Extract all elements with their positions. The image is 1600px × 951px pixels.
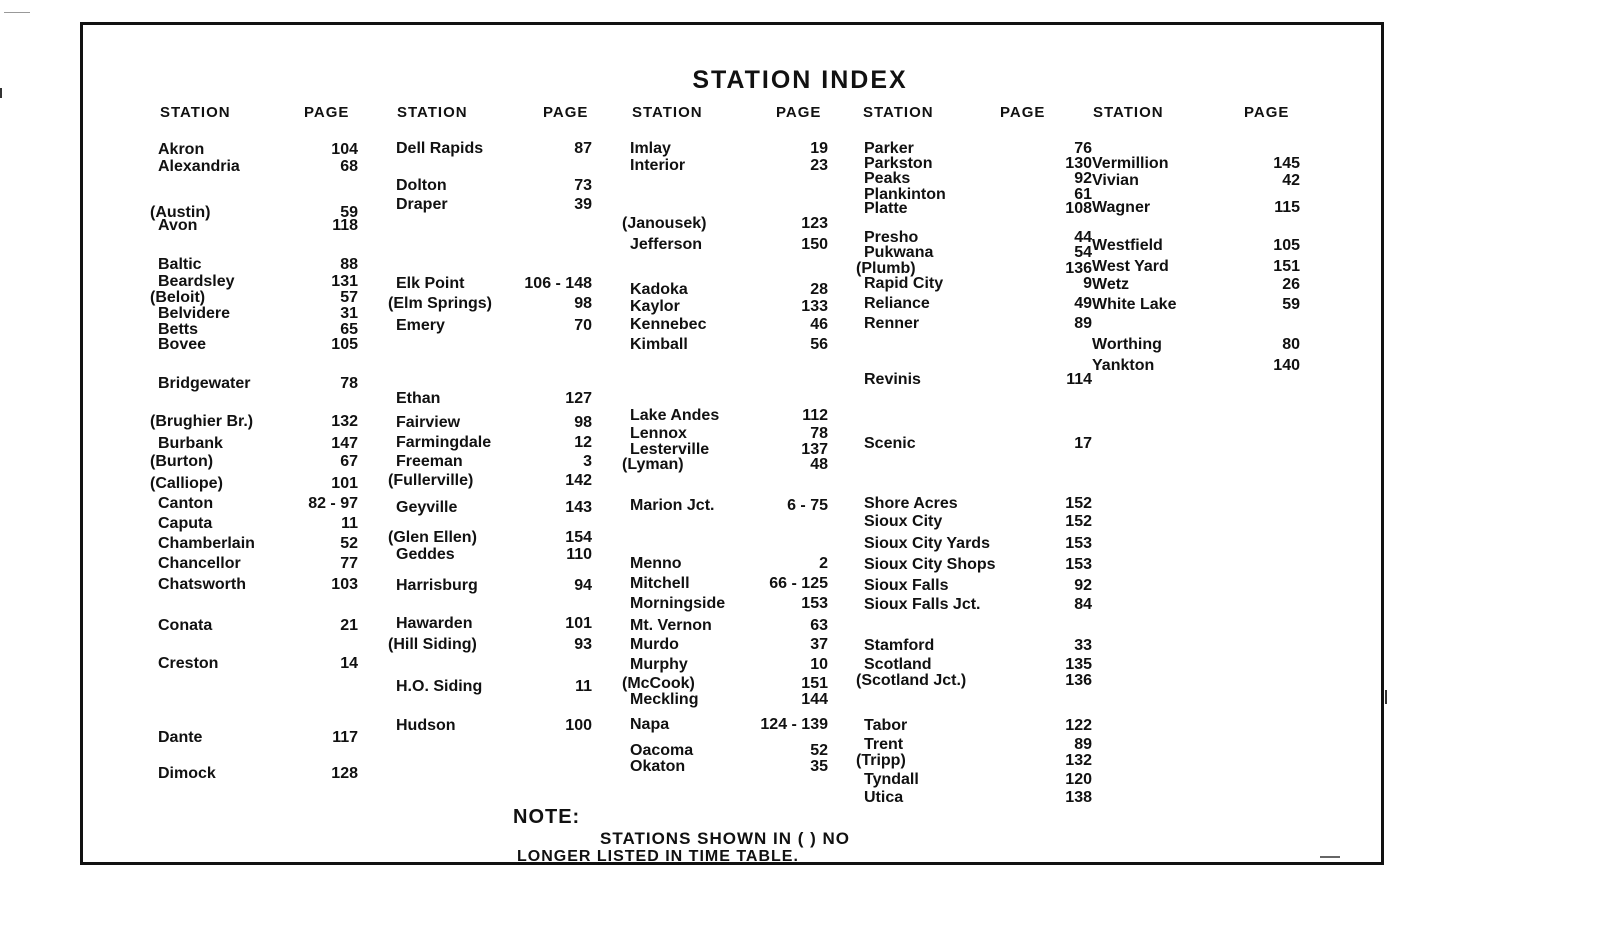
station-page: 150 — [801, 236, 828, 253]
station-page: 76 — [1074, 140, 1092, 157]
note-label: NOTE: — [513, 806, 581, 828]
station-page: 106 - 148 — [524, 275, 592, 292]
station-name: Parkston — [864, 155, 933, 172]
station-name: Bovee — [158, 336, 207, 353]
station-page: 115 — [1274, 199, 1300, 216]
station-page: 68 — [340, 158, 358, 175]
station-column-4 — [856, 104, 1092, 804]
station-name: (Glen Ellen) — [388, 529, 477, 546]
station-name: Scenic — [864, 435, 916, 452]
station-name: West Yard — [1092, 258, 1169, 275]
station-page: 66 - 125 — [769, 575, 828, 592]
station-name: Lake Andes — [630, 407, 720, 424]
station-page: 128 — [331, 765, 358, 782]
station-name: (Beloit) — [150, 289, 206, 306]
station-name: Vivian — [1092, 172, 1139, 189]
station-page: 28 — [810, 281, 828, 298]
station-page: 52 — [340, 535, 358, 552]
station-name: (Scotland Jct.) — [856, 672, 967, 689]
station-name: Ethan — [396, 390, 441, 407]
station-name: Morningside — [630, 595, 726, 612]
station-page: 153 — [1065, 535, 1092, 552]
station-name: Plankinton — [864, 186, 946, 203]
station-name: (Burton) — [150, 453, 214, 470]
station-name: Tabor — [864, 717, 908, 734]
station-page: 11 — [575, 678, 592, 695]
station-name: Dell Rapids — [396, 140, 484, 157]
station-name: Caputa — [158, 515, 213, 532]
station-page: 87 — [574, 140, 592, 157]
station-page: 21 — [340, 617, 358, 634]
station-page: 77 — [340, 555, 358, 572]
station-page: 112 — [802, 407, 828, 424]
station-name: Revinis — [864, 371, 921, 388]
station-page: 132 — [331, 413, 358, 430]
page-title: STATION INDEX — [692, 66, 908, 94]
station-name: Elk Point — [396, 275, 465, 292]
station-name: Presho — [864, 229, 919, 246]
station-name: Beardsley — [158, 273, 235, 290]
station-page: 142 — [565, 472, 592, 489]
station-page: 10 — [810, 656, 828, 673]
station-name: Reliance — [864, 295, 930, 312]
station-page: 78 — [810, 425, 828, 442]
station-page: 26 — [1282, 276, 1300, 293]
station-page: 153 — [801, 595, 828, 612]
station-name: Lennox — [630, 425, 687, 442]
station-name: (Tripp) — [856, 752, 906, 769]
station-name: Stamford — [864, 637, 935, 654]
station-name: Sioux City Shops — [864, 556, 996, 573]
station-name: Draper — [396, 196, 448, 213]
station-name: Murphy — [630, 656, 688, 673]
station-name: Imlay — [630, 140, 671, 157]
station-name: Harrisburg — [396, 577, 478, 594]
station-name: Utica — [864, 789, 904, 806]
scan-speck — [1385, 690, 1387, 704]
station-page: 54 — [1074, 244, 1092, 261]
station-page: 103 — [331, 576, 358, 593]
station-page: 114 — [1066, 371, 1092, 388]
station-header: STATION — [863, 104, 934, 121]
station-page: 14 — [340, 655, 358, 672]
station-page: 130 — [1065, 155, 1092, 172]
station-page: 104 — [331, 141, 358, 158]
station-name: Okaton — [630, 758, 686, 775]
station-name: H.O. Siding — [396, 678, 483, 695]
station-name: Vermillion — [1092, 155, 1169, 172]
station-name: Creston — [158, 655, 219, 672]
station-name: Worthing — [1092, 336, 1162, 353]
station-name: Sioux Falls Jct. — [864, 596, 981, 613]
station-name: Conata — [158, 617, 213, 634]
station-page: 92 — [1074, 577, 1092, 594]
station-page: 137 — [801, 441, 828, 458]
station-page: 59 — [1282, 296, 1300, 313]
station-page: 117 — [332, 729, 358, 746]
station-page: 89 — [1074, 315, 1092, 332]
page-header: PAGE — [1244, 104, 1290, 121]
station-name: Sioux City — [864, 513, 943, 530]
station-page: 17 — [1074, 435, 1092, 452]
station-page: 118 — [332, 217, 358, 234]
station-page: 108 — [1065, 200, 1092, 217]
station-name: Alexandria — [158, 158, 240, 175]
station-name: (Fullerville) — [388, 472, 474, 489]
station-name: Geyville — [396, 499, 458, 516]
station-name: Wetz — [1092, 276, 1130, 293]
station-name: White Lake — [1092, 296, 1177, 313]
station-header: STATION — [397, 104, 468, 121]
station-name: Dante — [158, 729, 203, 746]
station-page: 73 — [574, 177, 592, 194]
station-page: 48 — [810, 456, 828, 473]
scan-speck — [0, 88, 2, 98]
station-name: Murdo — [630, 636, 679, 653]
station-name: Napa — [630, 716, 670, 733]
station-page: 39 — [574, 196, 592, 213]
note-line-2: LONGER LISTED IN TIME TABLE. — [517, 848, 799, 865]
station-page: 65 — [340, 321, 358, 338]
station-name: Emery — [396, 317, 445, 334]
station-page: 52 — [810, 742, 828, 759]
station-page: 151 — [1273, 258, 1300, 275]
station-name: Jefferson — [630, 236, 703, 253]
station-name: Rapid City — [864, 275, 944, 292]
station-page: 136 — [1065, 260, 1092, 277]
station-name: Farmingdale — [396, 434, 492, 451]
station-name: (Lyman) — [622, 456, 684, 473]
station-name: (Brughier Br.) — [150, 413, 254, 430]
station-page: 132 — [1065, 752, 1092, 769]
station-page: 136 — [1065, 672, 1092, 689]
station-name: Westfield — [1092, 237, 1163, 254]
station-name: Freeman — [396, 453, 463, 470]
station-name: Sioux Falls — [864, 577, 949, 594]
station-page: 98 — [574, 295, 592, 312]
station-name: Akron — [158, 141, 205, 158]
station-header: STATION — [632, 104, 703, 121]
station-name: Hudson — [396, 717, 456, 734]
station-page: 56 — [810, 336, 828, 353]
station-name: Chatsworth — [158, 576, 246, 593]
station-page: 82 - 97 — [308, 495, 358, 512]
station-name: Dimock — [158, 765, 216, 782]
station-page: 92 — [1074, 170, 1092, 187]
station-page: 131 — [331, 273, 358, 290]
station-page: 145 — [1273, 155, 1300, 172]
station-name: Peaks — [864, 170, 911, 187]
station-page: 140 — [1273, 357, 1300, 374]
station-name: Avon — [158, 217, 198, 234]
station-name: Chancellor — [158, 555, 241, 572]
station-page: 33 — [1074, 637, 1092, 654]
station-page: 143 — [565, 499, 592, 516]
station-name: Shore Acres — [864, 495, 958, 512]
station-name: Betts — [158, 321, 199, 338]
page-header: PAGE — [304, 104, 350, 121]
station-name: Yankton — [1092, 357, 1155, 374]
station-name: Chamberlain — [158, 535, 255, 552]
station-page: 105 — [1273, 237, 1300, 254]
station-name: Fairview — [396, 414, 461, 431]
station-page: 147 — [331, 435, 358, 452]
station-page: 100 — [565, 717, 592, 734]
station-name: Wagner — [1092, 199, 1151, 216]
station-page: 144 — [801, 691, 828, 708]
station-header: STATION — [1093, 104, 1164, 121]
station-page: 88 — [340, 256, 358, 273]
station-name: Kennebec — [630, 316, 707, 333]
station-page: 23 — [810, 157, 828, 174]
station-name: Meckling — [630, 691, 699, 708]
station-page: 61 — [1074, 186, 1092, 203]
station-page: 135 — [1065, 656, 1092, 673]
station-page: 89 — [1074, 736, 1092, 753]
station-name: (Hill Siding) — [388, 636, 477, 653]
station-name: Geddes — [396, 546, 455, 563]
station-name: Trent — [864, 736, 904, 753]
station-name: Baltic — [158, 256, 202, 273]
station-name: Pukwana — [864, 244, 934, 261]
station-name: (McCook) — [622, 675, 695, 692]
page-header: PAGE — [543, 104, 589, 121]
station-page: 9 — [1083, 275, 1092, 292]
station-page: 151 — [801, 675, 828, 692]
station-name: (Elm Springs) — [388, 295, 493, 312]
station-page: 123 — [801, 215, 828, 232]
station-page: 133 — [801, 298, 828, 315]
station-page: 12 — [574, 434, 592, 451]
station-page: 127 — [565, 390, 592, 407]
station-name: Mitchell — [630, 575, 690, 592]
station-page: 63 — [810, 617, 828, 634]
station-name: Dolton — [396, 177, 447, 194]
station-name: Oacoma — [630, 742, 694, 759]
station-column-2 — [388, 104, 592, 804]
station-name: Menno — [630, 555, 682, 572]
station-page: 3 — [583, 453, 592, 470]
station-name: (Plumb) — [856, 260, 916, 277]
station-name: Platte — [864, 200, 908, 217]
station-page: 6 - 75 — [787, 497, 828, 514]
station-page: 19 — [810, 140, 828, 157]
station-name: Interior — [630, 157, 686, 174]
station-name: Lesterville — [630, 441, 710, 458]
station-page: 11 — [341, 515, 358, 532]
page-header: PAGE — [1000, 104, 1046, 121]
station-page: 154 — [565, 529, 592, 546]
station-page: 70 — [574, 317, 592, 334]
station-page: 57 — [340, 289, 358, 306]
scan-speck — [4, 12, 30, 13]
station-page: 37 — [810, 636, 828, 653]
station-page: 101 — [565, 615, 592, 632]
page-header: PAGE — [776, 104, 822, 121]
station-page: 105 — [331, 336, 358, 353]
station-column-1 — [150, 104, 358, 804]
station-page: 152 — [1065, 495, 1092, 512]
station-page: 110 — [566, 546, 592, 563]
station-page: 94 — [574, 577, 592, 594]
station-name: (Austin) — [150, 204, 211, 221]
station-name: Bridgewater — [158, 375, 251, 392]
station-page: 42 — [1282, 172, 1300, 189]
station-page: 98 — [574, 414, 592, 431]
station-page: 124 - 139 — [760, 716, 828, 733]
station-page: 93 — [574, 636, 592, 653]
station-page: 122 — [1065, 717, 1092, 734]
station-page: 31 — [340, 305, 358, 322]
station-name: (Janousek) — [622, 215, 707, 232]
scan-speck — [1320, 856, 1340, 858]
station-page: 153 — [1065, 556, 1092, 573]
station-name: Hawarden — [396, 615, 473, 632]
station-header: STATION — [160, 104, 231, 121]
station-page: 59 — [340, 204, 358, 221]
station-page: 2 — [819, 555, 828, 572]
station-name: Marion Jct. — [630, 497, 715, 514]
station-name: Sioux City Yards — [864, 535, 990, 552]
station-page: 80 — [1282, 336, 1300, 353]
station-name: Kadoka — [630, 281, 688, 298]
station-name: Belvidere — [158, 305, 231, 322]
station-page: 46 — [810, 316, 828, 333]
station-page: 44 — [1074, 229, 1092, 246]
station-name: Kimball — [630, 336, 688, 353]
station-column-5 — [1086, 104, 1300, 804]
station-name: Parker — [864, 140, 914, 157]
station-name: Mt. Vernon — [630, 617, 712, 634]
station-page: 84 — [1074, 596, 1092, 613]
station-column-3 — [622, 104, 828, 804]
station-page: 101 — [331, 475, 358, 492]
station-name: (Calliope) — [150, 475, 223, 492]
station-page: 78 — [340, 375, 358, 392]
station-page: 138 — [1065, 789, 1092, 806]
station-name: Tyndall — [864, 771, 919, 788]
station-page: 49 — [1074, 295, 1092, 312]
station-name: Renner — [864, 315, 920, 332]
station-name: Burbank — [158, 435, 223, 452]
station-page: 152 — [1065, 513, 1092, 530]
station-name: Kaylor — [630, 298, 680, 315]
station-page: 67 — [340, 453, 358, 470]
station-name: Scotland — [864, 656, 932, 673]
station-page: 120 — [1065, 771, 1092, 788]
station-page: 35 — [810, 758, 828, 775]
note-line-1: STATIONS SHOWN IN ( ) NO — [600, 829, 851, 848]
station-name: Canton — [158, 495, 214, 512]
